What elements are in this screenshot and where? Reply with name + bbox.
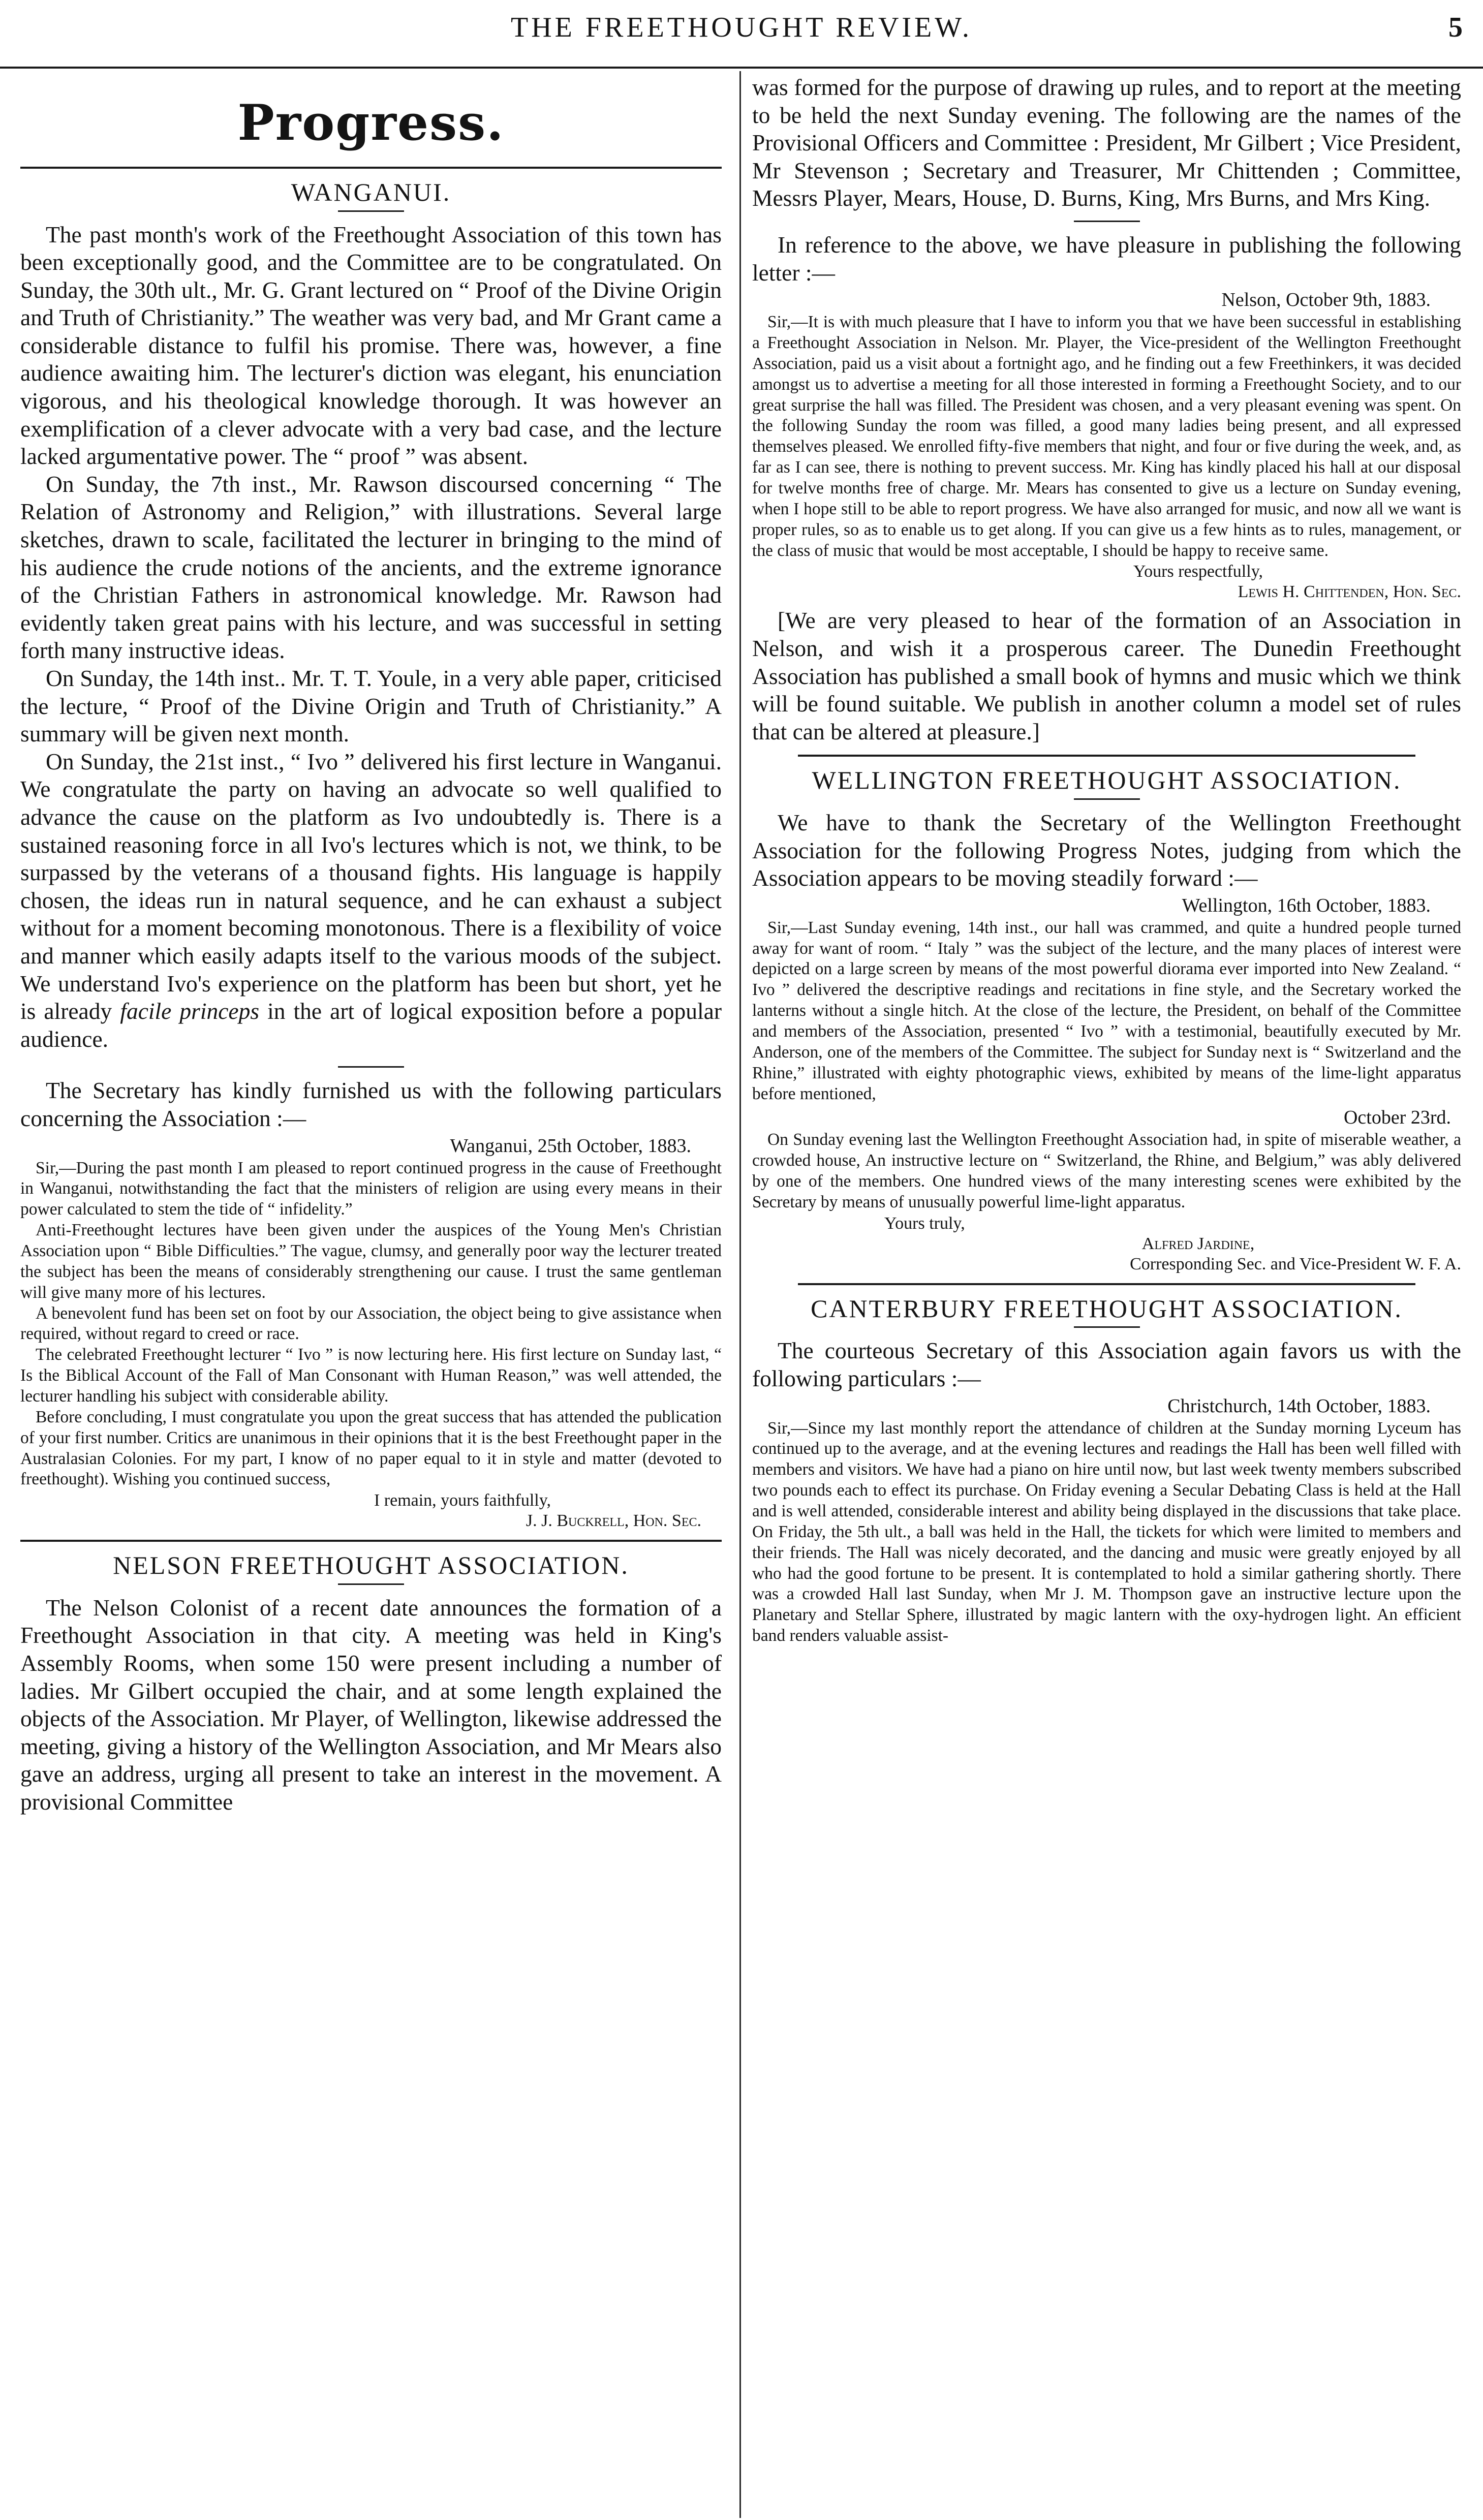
- short-rule: [1074, 221, 1140, 222]
- nelson-letter-intro: In reference to the above, we have pleasure in publishing the following letter :—: [752, 231, 1461, 286]
- short-rule: [1074, 1326, 1140, 1328]
- nelson-continued: was formed for the purpose of drawing up rules, and to report at the meeting to be held the next Sunday evening. The following are the names of the Provisional Officers and Committee : President, Mr Gilbert ; Vice President, Mr Stevenson ; Secretary and Treasurer, Mr Chittenden ; Committee, Messrs Player, Mears, House, D. Burns, King, Mrs Burns, and Mrs King.: [752, 74, 1461, 211]
- wanganui-heading: WANGANUI.: [291, 178, 451, 206]
- wanganui-letter-paragraph: The celebrated Freethought lecturer “ Ivo ” is now lecturing here. His first lecture on Sunday last, “ Is the Biblical Account of the Fall of Man Consonant with Human Reason,” was well attended, the lecturer handling his subject with considerable ability.: [20, 1345, 722, 1406]
- column-divider: [739, 71, 741, 2518]
- short-rule: [338, 1583, 404, 1585]
- right-column: [752, 74, 1461, 2513]
- wanganui-paragraph-2: On Sunday, the 7th inst., Mr. Rawson discoursed concerning “ The Relation of Astronomy and Religion,” with illustrations. Several large sketches, drawn to scale, facilitated the lecturer in bringing to the mind of his audience the crude notions of the ancients, and the extreme ignorance of the Christian Fathers in astronomical knowledge. Mr. Rawson had evidently taken great pains with his lecture, and was successful in setting forth many instructive ideas.: [20, 471, 722, 664]
- wanganui-paragraph-1: The past month's work of the Freethought Association of this town has been exceptionally good, and the Committee are to be congratulated. On Sunday, the 30th ult., Mr. G. Grant lectured on “ Proof of the Divine Origin and Truth of Christianity.” The weather was very bad, and Mr Grant came a considerable distance to fulfil his promise. There was, however, a fine audience awaiting him. The lecturer's diction was elegant, his enunciation vigorous, and his theological knowledge thorough. It was however an exemplification of a clever advocate with a very bad case, and the lecture lacked argumentative power. The “ proof ” was absent.: [20, 221, 722, 470]
- p4-text-a: On Sunday, the 21st inst., “ Ivo ” delivered his first lecture in Wanganui. We congratulate the party on having an advocate so well qualified to advance the cause on the platform as Ivo undoubtedly is. There is a sustained reasoning force in all Ivo's lectures which is not, we think, to be surpassed by the veterans of a thousand fights. His language is happily chosen, the ideas run in natural sequence, and he can exhaust a subject without for a moment becoming monotonous. There is a flexibility of voice and manner which easily adapts itself to the various moods of the subject. We understand Ivo's experience on the platform has been but short, yet he is already: [20, 748, 722, 1024]
- canterbury-intro: The courteous Secretary of this Association again favors us with the following particulars :—: [752, 1337, 1461, 1391]
- wanganui-signature: J. J. Buckrell, Hon. Sec.: [526, 1511, 701, 1531]
- rule: [20, 167, 722, 169]
- p4-italic-phrase: facile princeps: [120, 998, 260, 1024]
- nelson-paragraph-1: The Nelson Colonist of a recent date announces the formation of a Freethought Association in that city. A meeting was held in King's Assembly Rooms, when some 150 were present including a number of ladies. Mr Gilbert occupied the chair, and at some length explained the objects of the Association. Mr Player, of Wellington, likewise addressed the meeting, giving a history of the Wellington Association, and Mr Mears also gave an address, urging all present to take an interest in the movement. A provisional Committee: [20, 1594, 722, 1815]
- nelson-letter-body: Sir,—It is with much pleasure that I have to inform you that we have been successful in establishing a Freethought Association in Nelson. Mr. Player, the Vice-president of the Wellington Freethought Association, paid us a visit about a fortnight ago, and he finding out a few Freethinkers, it was decided amongst us to advertise a meeting for all those interested in forming a Freethought Society, and to our great surprise the hall was filled. The President was chosen, and a very pleasant evening was spent. On the following Sunday the room was filled, a good many ladies being present, and all expressed themselves pleased. We enrolled fifty-five members that night, and four or five during the week, and, as far as I can see, there is nothing to prevent success. Mr. King has kindly placed his hall at our disposal for twelve months free of charge. Mr. Mears has consented to give us a lecture on Sunday evening, when I hope still to be able to report progress. We have also arranged for music, and now all we want is proper rules, so as to enable us to get along. If you can give us a few hints as to rules, management, or the class of music that would be most acceptable, I should be happy to receive same.: [752, 313, 1461, 560]
- running-header: [0, 0, 1483, 69]
- canterbury-heading: CANTERBURY FREETHOUGHT ASSOCIATION.: [811, 1294, 1403, 1323]
- rule: [798, 1283, 1415, 1285]
- page-number: 5: [1448, 12, 1463, 43]
- wellington-intro: We have to thank the Secretary of the Wellington Freethought Association for the following Progress Notes, judging from which the Association appears to be moving steadily forward :—: [752, 809, 1461, 891]
- wanganui-letter-paragraph: A benevolent fund has been set on foot by our Association, the object being to give assistance when required, without regard to creed or race.: [20, 1303, 722, 1344]
- wellington-closing: Yours truly,: [884, 1214, 965, 1233]
- wellington-letter-paragraph: Sir,—Last Sunday evening, 14th inst., our hall was crammed, and quite a hundred people turned away for want of room. “ Italy ” was the subject of the lecture, and the many places of interest were depicted on a large screen by means of the most powerful diorama ever imported into New Zealand. “ Ivo ” delivered the descriptive readings and recitations in fine style, and the Secretary worked the lanterns without a single hitch. At the close of the lecture, the President, on behalf of the Committee and members of the Association, presented “ Ivo ” with a testimonial, beautifully executed by Mr. Anderson, one of the members of the Committee. The subject for Sunday next is “ Switzerland and the Rhine,” illustrated with eighty photographic views, exhibited by means of the lime-light apparatus before mentioned,: [752, 918, 1461, 1103]
- left-column: [20, 74, 727, 2513]
- nelson-letter-date: Nelson, October 9th, 1883.: [1221, 289, 1431, 311]
- nelson-signature: Lewis H. Chittenden, Hon. Sec.: [1238, 582, 1461, 602]
- canterbury-letter-date: Christchurch, 14th October, 1883.: [1167, 1395, 1431, 1417]
- wellington-signature-title: Corresponding Sec. and Vice-President W. F. A.: [1130, 1254, 1461, 1273]
- wanganui-letter-paragraph: Anti-Freethought lectures have been given under the auspices of the Young Men's Christian Association upon “ Bible Difficulties.” The vague, clumsy, and generally poor way the lecturer treated the subject has been the means of considerably strengthening our cause. I trust the same gentleman will give many more of his lectures.: [20, 1221, 722, 1302]
- wellington-heading: WELLINGTON FREETHOUGHT ASSOCIATION.: [812, 766, 1402, 795]
- wanganui-paragraph-3: On Sunday, the 14th inst.. Mr. T. T. Youle, in a very able paper, criticised the lecture, “ Proof of the Divine Origin and Truth of Christianity.” A summary will be given next month.: [20, 665, 722, 747]
- wellington-second-date: October 23rd.: [1343, 1107, 1451, 1129]
- wellington-letter-date: Wellington, 16th October, 1883.: [1182, 894, 1431, 916]
- publication-title: THE FREETHOUGHT REVIEW.: [511, 12, 972, 43]
- wanganui-letter-paragraph: Sir,—During the past month I am pleased to report continued progress in the cause of Freethought in Wanganui, notwithstanding the fact that the ministers of religion are using every means in their power calculated to stem the tide of “ infidelity.”: [20, 1158, 722, 1219]
- wanganui-letter-date: Wanganui, 25th October, 1883.: [450, 1135, 691, 1157]
- short-rule: [338, 210, 404, 212]
- wanganui-closing: I remain, yours faithfully,: [374, 1491, 551, 1510]
- short-rule: [338, 1066, 404, 1068]
- wellington-letter-paragraph: On Sunday evening last the Wellington Freethought Association had, in spite of miserable weather, a crowded house, An instructive lecture on “ Switzerland, the Rhine, and Belgium,” was ably delivered by one of the members. One hundred views of the many interesting scenes were exhibited by the Secretary by means of unusually powerful lime-light apparatus.: [752, 1130, 1461, 1212]
- nelson-closing: Yours respectfully,: [1133, 562, 1263, 581]
- wanganui-paragraph-4: [20, 748, 722, 1053]
- wellington-signature: Alfred Jardine,: [1141, 1234, 1255, 1253]
- short-rule: [1074, 798, 1140, 800]
- wanganui-letter-intro: The Secretary has kindly furnished us with the following particulars concerning the Association :—: [20, 1077, 722, 1131]
- canterbury-letter-paragraph: Sir,—Since my last monthly report the attendance of children at the Sunday morning Lyceum has continued up to the average, and at the evening lectures and readings the Hall has been well filled with members and visitors. We have had a piano on hire until now, but last week twenty members subscribed two pounds each to effect its purchase. On Friday evening a Secular Debating Class is held at the Hall and is well attended, considerable interest and ability being displayed in the discussions that take place. On Friday, the 5th ult., a ball was held in the Hall, the tickets for which were limited to members and their friends. The Hall was nicely decorated, and the dancing and music were greatly enjoyed by all who had the good fortune to be present. It is contemplated to hold a similar gathering shortly. There was a crowded Hall last Sunday, when Mr J. M. Thompson gave an instructive lecture upon the Planetary and Stellar Sphere, illustrated by magic lantern with the oxy-hydrogen light. An efficient band renders valuable assist-: [752, 1418, 1461, 1645]
- wanganui-letter-paragraph: Before concluding, I must congratulate you upon the great success that has attended the publication of your first number. Critics are unanimous in their opinions that it is the best Freethought paper in the Australasian Colonies. For my part, I know of no paper equal to it in style and matter (devoted to freethought). Wishing you continued success,: [20, 1407, 722, 1489]
- nelson-editorial-note: [We are very pleased to hear of the formation of an Association in Nelson, and wish it a prosperous career. The Dunedin Freethought Association has published a small book of hymns and music which we think will be found suitable. We publish in another column a model set of rules that can be altered at pleasure.]: [752, 607, 1461, 744]
- p4-text-b: in the art of logical exposition before a popular audience.: [20, 998, 722, 1052]
- section-masthead: Progress.: [237, 94, 505, 151]
- rule: [20, 1540, 722, 1542]
- rule: [798, 755, 1415, 757]
- nelson-heading: NELSON FREETHOUGHT ASSOCIATION.: [113, 1551, 629, 1580]
